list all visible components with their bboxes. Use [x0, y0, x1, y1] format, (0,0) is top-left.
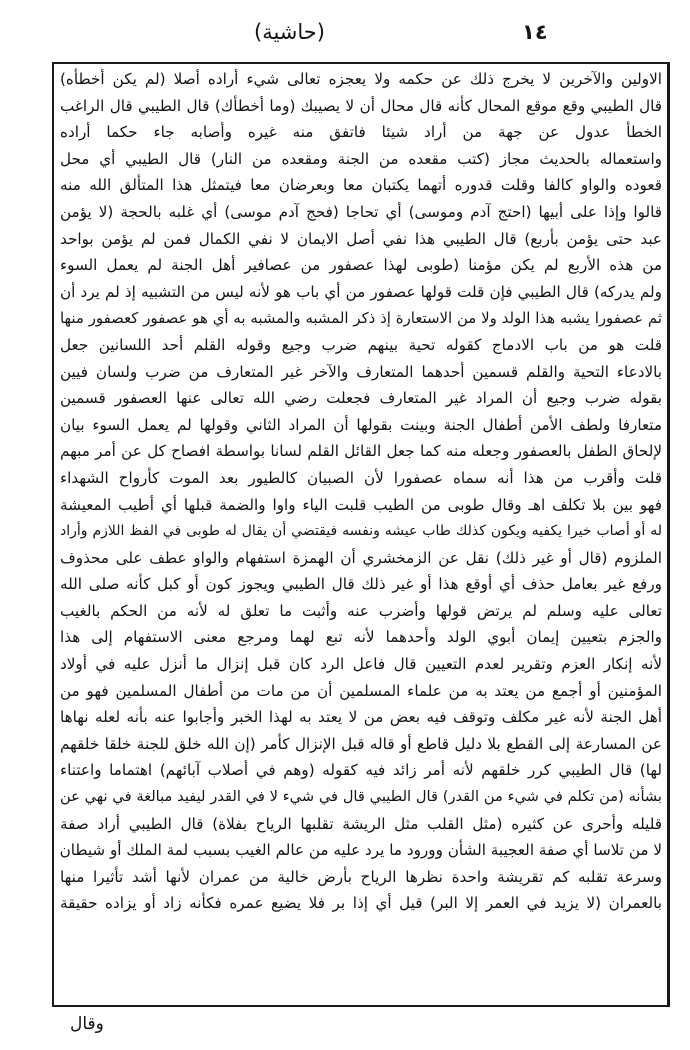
text-line: ولم يدركه) قال الطيبي فإن قلت قولها عصفور من أي باب هو لأنه ليس من التشبيه إذ لم يرد أن [60, 282, 662, 301]
body-text [60, 66, 662, 917]
running-head: (حاشية) [254, 20, 325, 44]
text-line: بالعمران (لا يزيد في العمر إلا البر) قيل أي إذا بر فلا يضيع عمره فكأنه زاد أو يزاده حقيقة [60, 894, 662, 913]
text-line: أهل الجنة لأنه غير مكلف وتوقف فيه بعض من لا يعتد به لهذا الخبر وأجابوا عنه بأنه لعله نهاها [60, 708, 662, 727]
text-line: متعارفا ولطف الأمن أطفال الجنة وبينت بقولها أن المراد الثاني وقولها لم يعمل السوء بيان [60, 415, 662, 434]
text-line: ورفع غير بعامل حذف أي أوقع هذا أو غير ذلك قال الطيبي ويجوز كون أو كبل كأنه صلى الله [60, 575, 662, 594]
text-line: والجزم بتعيين إيمان أبوي الولد وأحدهما لأنه تبع لهما ومرجع معنى الاستفهام إلى هذا [60, 628, 662, 647]
page-header [0, 18, 690, 58]
text-line: بقوله ضرب وجيع أن المراد غير المتعارف فجعلت رضي الله تعالى عنها العصفور قسمين [60, 389, 662, 408]
text-line: المؤمنين أو أجمع من يعتد به من علماء المسلمين أن من مات من أطفال المسلمين فهو من [60, 681, 662, 700]
text-line: بالادعاء التحية والقلم قسمين أحدهما المتعارف والآخر غير المتعارف من ضرب ولسان فيين [60, 362, 662, 381]
text-line: الملزوم (قال أو غير ذلك) نقل عن الزمخشري أن الهمزة استفهام والواو عطف على محذوف [60, 548, 662, 567]
text-line: الخطأ عدول عن جهة من أراد شيئا فاتفق منه غيره وأصابه جاء حكما أراده [60, 123, 662, 142]
page-number: ١٤ [522, 20, 548, 44]
text-line: قعوده والواو كالفا وقلت قدوره أتهما يكتبان معا وبعرضان معا فيتمثل هذا المتألق الله منه [60, 176, 662, 195]
catchword: وقال [70, 1014, 104, 1034]
text-line: قال الطيبي وقع موقع المحال كأنه قال محال أن لا يصيبك (وما أخطأك) قال الطيبي قال الراغب [60, 96, 662, 115]
text-line: فهو بين بلا تكلف اهـ وقال طوبى من الطيب قلبت الياء واوا والضمة قبلها أي أطيب المعيشة [60, 495, 662, 514]
text-line: قالوا وإذا على أبيها (احتج آدم وموسى) أي تحاجا (فحج آدم موسى) أي غلبه بالحجة (لا يؤمن [60, 202, 662, 221]
text-line: قلت هو من باب الادماج كقوله تحية بينهم ضرب وجيع وقوله القلم أحد اللسانين جعل [60, 335, 662, 354]
text-line: قلت وأقرب من هذا أنه سماه عصفورا لأن الصبيان كالطيور بعد الموت كأرواح الشهداء [60, 468, 662, 487]
text-line: لها) قال الطيبي كرر خلقهم لأنه أمر زائد فيه كقوله (وهم في أصلاب آبائهم) اهتماما واعتناء [60, 761, 662, 780]
text-line: له أو أصاب خيرا يكفيه ويكون كذلك طاب عيشه ونفسه فيقتضي أن يقال له طوبى في الفظ اللازم وأراد [60, 523, 662, 540]
text-line: من هذه الأربع لم يكن مؤمنا (طوبى لهذا عصفور من عصافير أهل الجنة لم يعمل السوء [60, 256, 662, 275]
text-line: الاولين والآخرين لا يخرج ذلك عن حكمه ولا يعجزه تعالى شيء أراده أصلا (لم يكن أخطأه) [60, 70, 662, 88]
text-line: تعالى عليه وسلم لم يرتض قولها وأضرب عنه وأثبت ما تعلق له لأنه من الحكم بالغيب [60, 601, 662, 620]
text-line: عبد حتى يؤمن بأربع) قال الطيبي هذا نفي أصل الايمان لا نفي الكمال فمن لم يؤمن بواحد [60, 229, 662, 248]
text-line: عن المسارعة إلى القطع بلا دليل قاطع أو قاله قبل الإنزال كأمر (إن الله خلق للجنة خلقا خلقهم [60, 734, 662, 753]
text-line: وسرعة تقلبه كم تقريشة واحدة نظرها الرياح بأرض خالية من عمران لأنها أشد تأثيرا منها [60, 867, 662, 886]
text-line: واستعماله بالحديث مجاز (كتب مقعده من الجنة ومقعده من النار) قال الطيبي أي محل [60, 149, 662, 168]
text-line: لإلحاق الطفل بالعصفور وجعله منه كما جعل القائل القلم لسانا بواسطة افصاح كل عن أمر مبهم [60, 442, 662, 461]
text-line: لا من تلاسا أي صفة العجيبة الشأن وورود ما يرد عليه من عالم الغيب بسبب لمة الملك أو شيطان [60, 841, 662, 860]
text-line: لأنه إنكار العزم وتقرير لعدم التعيين قال فاعل الرد كان قبل إنزال ما أنزل عليه في أولاد [60, 655, 662, 674]
text-line: بشأنه (من تكلم في شيء من القدر) قال الطيبي قال في شيء لا في القدر ليفيد مبالغة في نهي عن [60, 788, 662, 806]
text-line: ثم عصفورا يشبه هذا الولد ولا من الاستعارة إذ ذكر المشبه والمشبه به أي هو عصفور كعصفور منها [60, 309, 662, 328]
text-line: قليله وأحرى عن كثيره (مثل القلب مثل الريشة تقلبها الرياح بفلاة) قال الطيبي أراد صفة [60, 814, 662, 833]
